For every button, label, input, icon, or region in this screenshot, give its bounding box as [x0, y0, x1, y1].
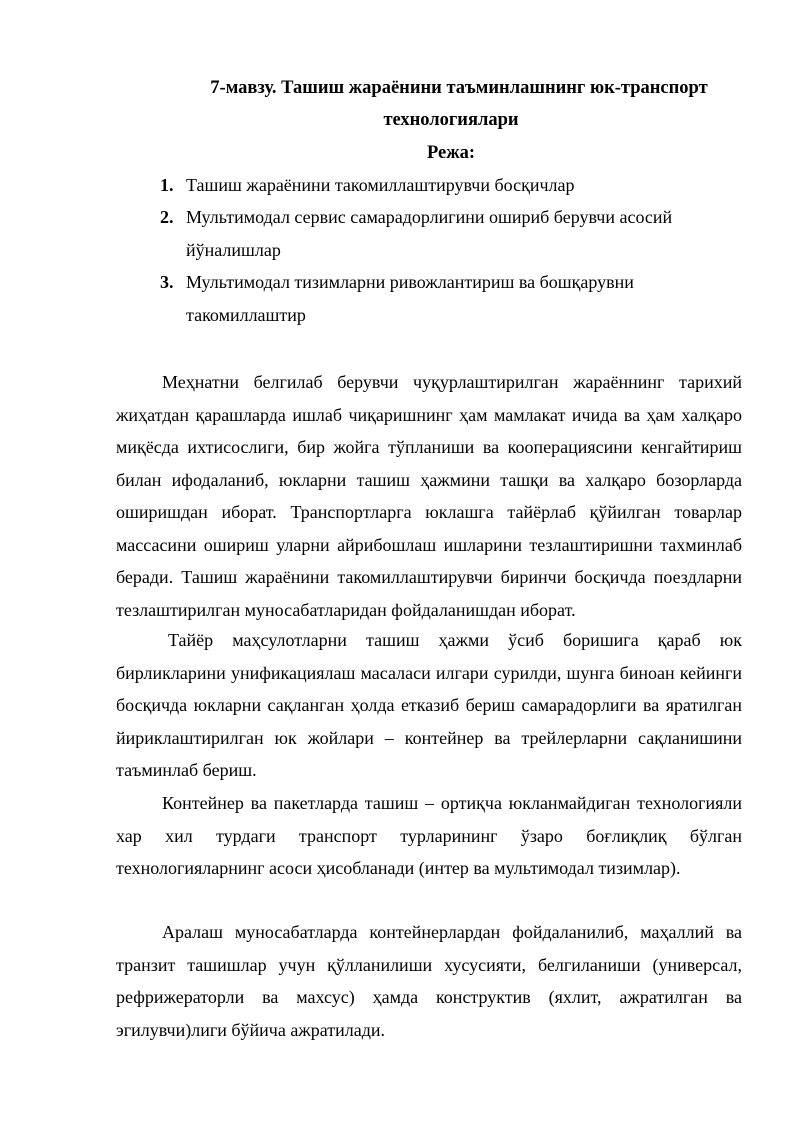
body-paragraph-1: Меҳнатни белгилаб берувчи чуқурлаштирилган жараённинг тарихий жиҳатдан қарашларда ишлаб чиқаришнинг ҳам мамлакат ичида ва ҳам халқаро миқёсда ихтисослиги, бир жойга тўпланиши ва кооперациясини кенгайтириш билан ифодаланиб, юкларни ташиш ҳажмини ташқи ва халқаро бозорларда оширишдан иборат. Транспортларга юклашга тайёрлаб қўйилган товарлар массасини ошириш уларни айрибошлаш ишларини тезлаштиришни тахминлаб беради. Ташиш жараёнини такомиллаштирувчи биринчи босқичда поездларни тезлаштирилган муносабатларидан фойдаланишдан иборат.: [116, 372, 742, 620]
plan-item-3: [160, 266, 720, 332]
plan-item-2: [160, 201, 720, 267]
plan-item-text: Ташиш жараёнини такомиллаштирувчи босқичлар: [186, 175, 575, 195]
body-paragraph-2: Тайёр маҳсулотларни ташиш ҳажми ўсиб боришига қараб юк бирликларини унификациялаш масаласи илгари сурилди, шунга биноан кейинги босқичда юкларни сақланган ҳолда етказиб бериш самарадорлиги ва яратилган йириклаштирилган юк жойлари – контейнер ва трейлерларни сақланишини таъминлаб бериш.: [116, 630, 742, 780]
plan-item-number: 3.: [160, 272, 174, 292]
plan-heading: Режа:: [426, 143, 476, 163]
plan-item-number: 1.: [160, 175, 174, 195]
plan-item-text: Мультимодал сервис самарадорлигини ошириб берувчи асосий йўналишлар: [186, 207, 673, 260]
plan-item-text: Мультимодал тизимларни ривожлантириш ва бошқарувни такомиллаштир: [186, 272, 634, 325]
plan-item-number: 2.: [160, 207, 174, 227]
body-paragraph-3: Контейнер ва пакетларда ташиш – ортиқча юкланмайдиган технологияли хар хил турдаги транспорт турларининг ўзаро боғлиқлиқ бўлган технологияларнинг асоси ҳисобланади (интер ва мультимодал тизимлар).: [116, 793, 742, 878]
plan-item-1: [160, 169, 720, 202]
document-title-line-2: технологиялари: [383, 110, 519, 130]
body-paragraph-4: Аралаш муносабатларда контейнерлардан фойдаланилиб, маҳаллий ва транзит ташишлар учун қўлланилиши хусусияти, белгиланиши (универсал, рефрижераторли ва махсус) ҳамда конструктив (яхлит, ажратилган ва эгилувчи)лиги бўйича ажратилади.: [116, 922, 742, 1040]
document-title-line-1: 7-мавзу. Ташиш жараёнини таъминлашнинг юк-транспорт: [210, 78, 708, 98]
